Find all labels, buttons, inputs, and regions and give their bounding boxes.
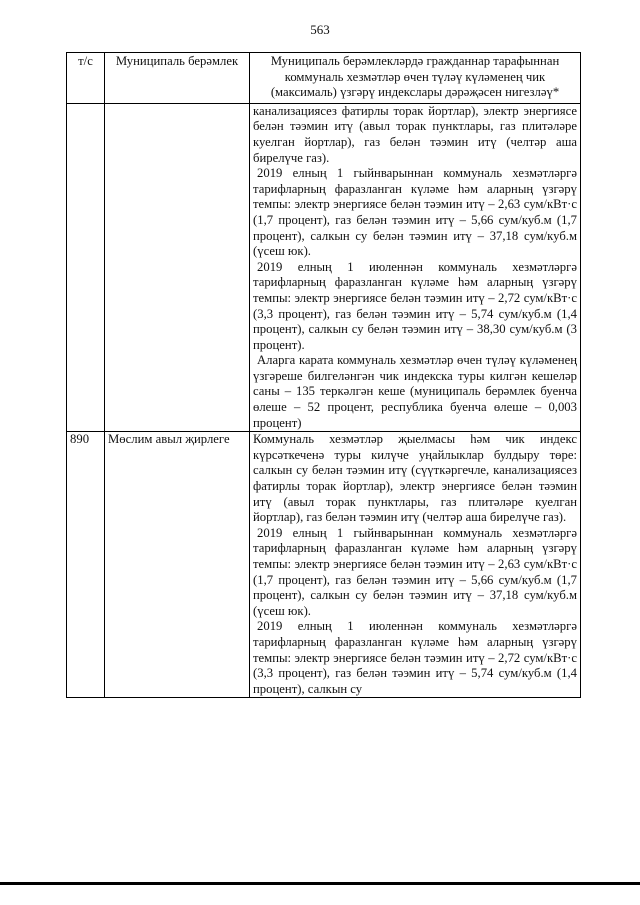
page-bottom-border [0,882,640,885]
tariff-table [66,52,581,698]
basis-paragraph: канализациясез фатирлы торак йортлар), электр энергиясе белән тәэмин итү (авыл торак пунктлары, газ плитәләре куелган йортлар), газ белән тәэмин итү (челтәр аша бирелүче газ). [253,103,577,165]
row-number-cell: 890 [67,432,105,698]
header-basis: Муниципаль берәмлекләрдә гражданнар тарафыннан коммуналь хезмәтләр өчен түләү күләменең чик (максималь) үзгәрү индекслары дәрәҗәсен нигезләү* [250,53,581,104]
table-row [67,103,581,431]
municipality-cell [105,103,250,431]
basis-cell [250,432,581,698]
table-header-row [67,53,581,104]
basis-paragraph: Аларга карата коммуналь хезмәтләр өчен түләү күләменең үзгәреше билгеләнгән чик индекска туры килгән кешеләр саны – 135 теркәлгән кеше (муниципаль берәмлек буенча өлеше – 52 процент, республика буенча өлеше – 0,003 процент) [253,353,577,430]
header-number: т/с [67,53,105,104]
basis-cell [250,103,581,431]
basis-paragraph: Коммуналь хезмәтләр җыелмасы һәм чик индекс күрсәткеченә туры килүче уңайлыклар булдыру төре: салкын су белән тәэмин итү (сүүткәргечле, канализациясез фатирлы торак йортлар), электр энергиясе белән тәэмин итү (авыл торак пунктлары, газ плитәләре куелган йортлар), газ белән тәэмин итү (челтәр аша бирелүче газ). [253,432,577,525]
header-municipality: Муниципаль берәмлек [105,53,250,104]
table-row [67,432,581,698]
row-number-cell [67,103,105,431]
basis-paragraph: 2019 елның 1 гыйнварыннан коммуналь хезмәтләргә тарифларның фаразланган күләме һәм аларның үзгәрү темпы: электр энергиясе белән тәэмин итү – 2,63 сум/кВт·с (1,7 процент), газ белән тәэмин итү – 5,66 сум/куб.м (1,7 процент), салкын су белән тәэмин итү – 37,18 сум/куб.м (үсеш юк). [253,525,577,618]
municipality-cell: Мөслим авыл җирлеге [105,432,250,698]
basis-paragraph: 2019 елның 1 июленнән коммуналь хезмәтләргә тарифларның фаразланган күләме һәм аларның үзгәрү темпы: электр энергиясе белән тәэмин итү – 2,72 сум/кВт·с (3,3 процент), газ белән тәэмин итү – 5,74 сум/куб.м (1,4 процент), салкын су белән тәэмин итү – 38,30 сум/куб.м (3 процент). [253,259,577,352]
basis-paragraph: 2019 елның 1 июленнән коммуналь хезмәтләргә тарифларның фаразланган күләме һәм аларның үзгәрү темпы: электр энергиясе белән тәэмин итү – 2,72 сум/кВт·с (3,3 процент), газ белән тәэмин итү – 5,74 сум/куб.м (1,4 процент), салкын су [253,619,577,696]
page-number: 563 [310,22,330,37]
basis-paragraph: 2019 елның 1 гыйнварыннан коммуналь хезмәтләргә тарифларның фаразланган күләме һәм аларның үзгәрү темпы: электр энергиясе белән тәэмин итү – 2,63 сум/кВт·с (1,7 процент), газ белән тәэмин итү – 5,66 сум/куб.м (1,7 процент), салкын су белән тәэмин итү – 37,18 сум/куб.м (үсеш юк). [253,166,577,259]
